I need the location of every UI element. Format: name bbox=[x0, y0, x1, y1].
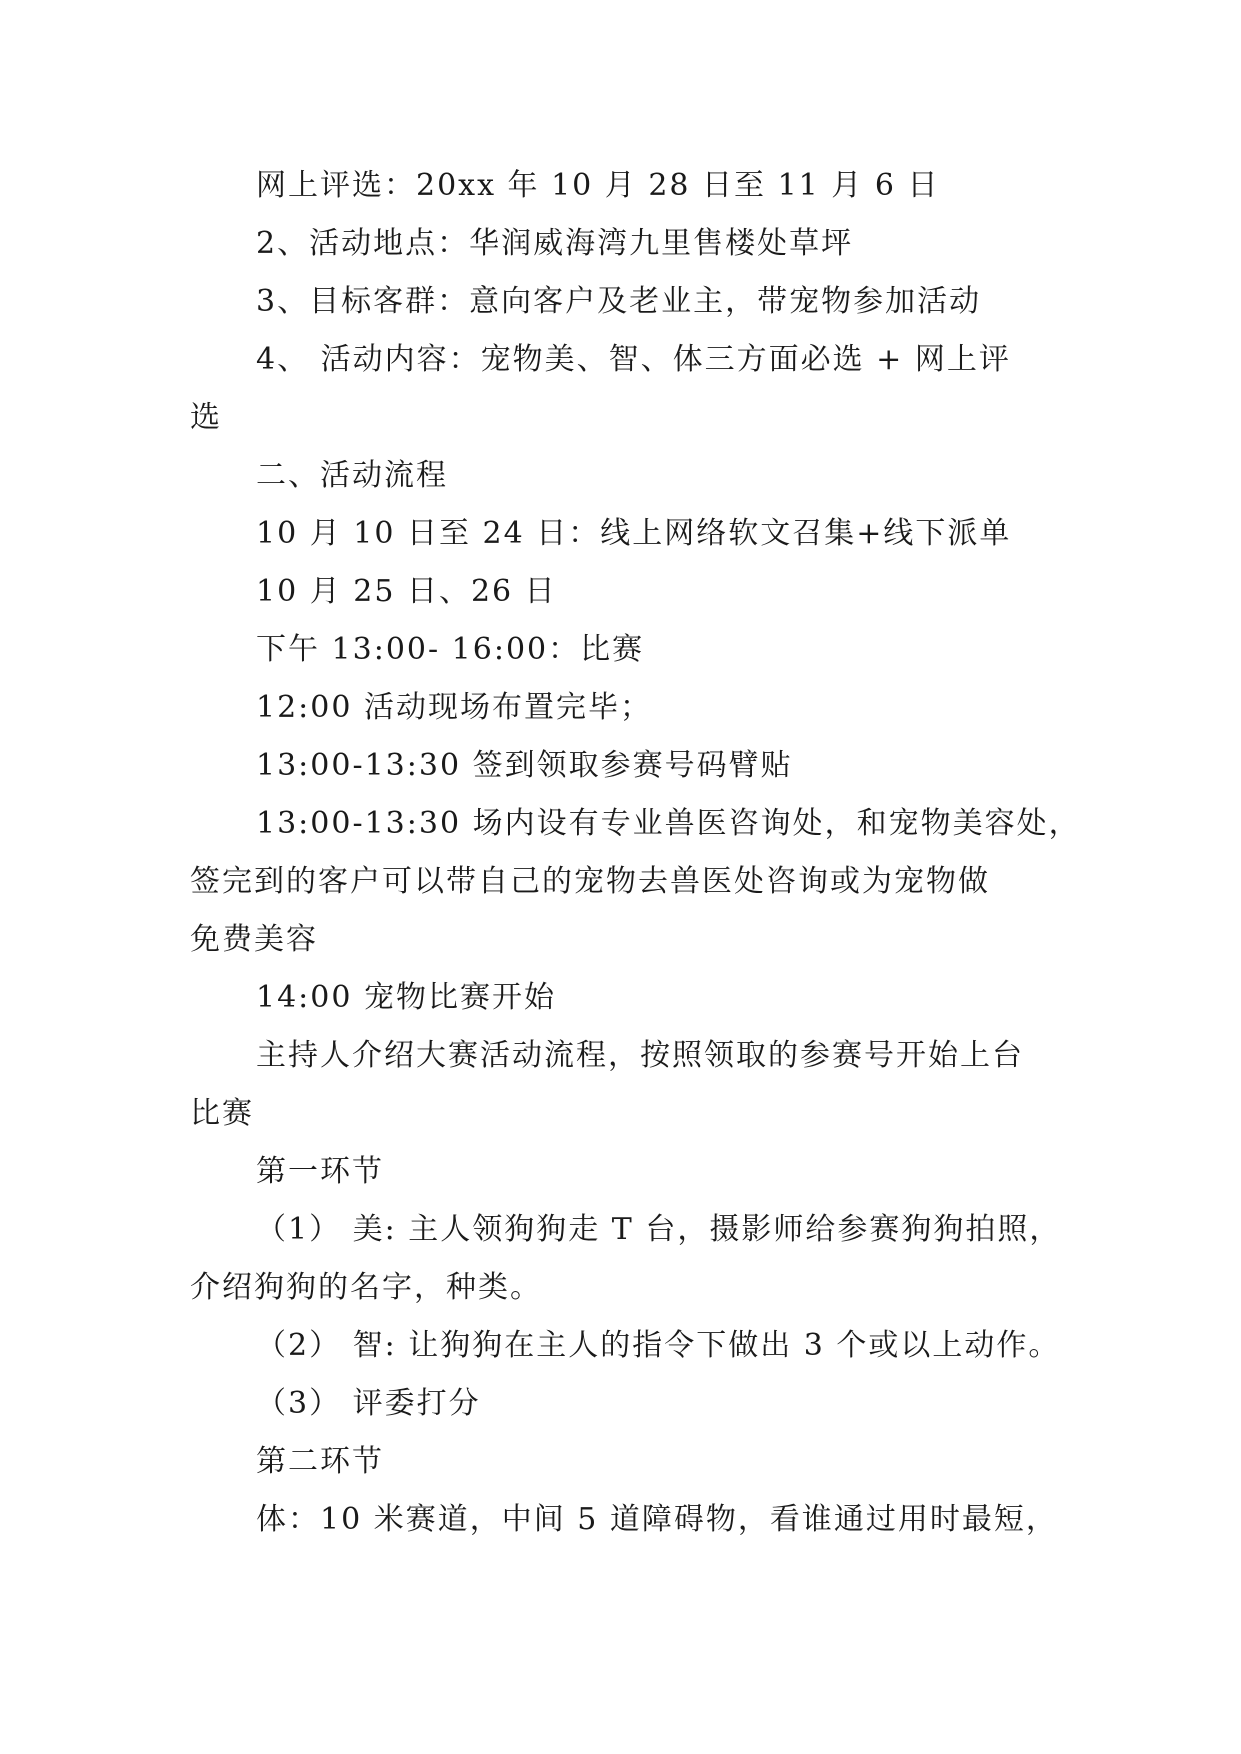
text-line-7: 10 月 10 日至 24 日：线上网络软文召集+线下派单 bbox=[256, 516, 1012, 551]
text-line-1: 网上评选：20xx 年 10 月 28 日至 11 月 6 日 bbox=[256, 168, 940, 203]
text-line-12: 13:00-13:30 场内设有专业兽医咨询处，和宠物美容处， bbox=[256, 806, 1081, 841]
text-line-19: （1） 美: 主人领狗狗走 T 台，摄影师给参赛狗狗拍照， bbox=[256, 1212, 1062, 1247]
text-line-21: （2） 智: 让狗狗在主人的指令下做出 3 个或以上动作。 bbox=[256, 1328, 1061, 1363]
text-line-8: 10 月 25 日、26 日 bbox=[256, 574, 557, 609]
text-line-2: 2、活动地点：华润威海湾九里售楼处草坪 bbox=[256, 226, 854, 261]
text-line-24: 体：10 米赛道，中间 5 道障碍物，看谁通过用时最短， bbox=[256, 1502, 1058, 1537]
text-line-16: 主持人介绍大赛活动流程，按照领取的参赛号开始上台 bbox=[256, 1038, 1024, 1073]
text-line-11: 13:00-13:30 签到领取参赛号码臂贴 bbox=[256, 748, 793, 783]
text-line-20: 介绍狗狗的名字，种类。 bbox=[190, 1270, 542, 1305]
text-line-3: 3、目标客群：意向客户及老业主，带宠物参加活动 bbox=[256, 284, 982, 319]
text-line-5: 选 bbox=[190, 400, 222, 435]
text-line-14: 免费美容 bbox=[190, 922, 318, 957]
section-heading: 二、活动流程 bbox=[256, 458, 448, 493]
text-line-22: （3） 评委打分 bbox=[256, 1386, 481, 1421]
text-line-4: 4、 活动内容：宠物美、智、体三方面必选 + 网上评 bbox=[256, 342, 1011, 377]
text-line-10: 12:00 活动现场布置完毕； bbox=[256, 690, 652, 725]
text-line-15: 14:00 宠物比赛开始 bbox=[256, 980, 556, 1015]
text-line-9: 下午 13:00- 16:00：比赛 bbox=[256, 632, 645, 667]
subheading-round-2: 第二环节 bbox=[256, 1444, 384, 1479]
subheading-round-1: 第一环节 bbox=[256, 1154, 384, 1189]
text-line-13: 签完到的客户可以带自己的宠物去兽医处咨询或为宠物做 bbox=[190, 864, 990, 899]
text-line-17: 比赛 bbox=[190, 1096, 254, 1131]
